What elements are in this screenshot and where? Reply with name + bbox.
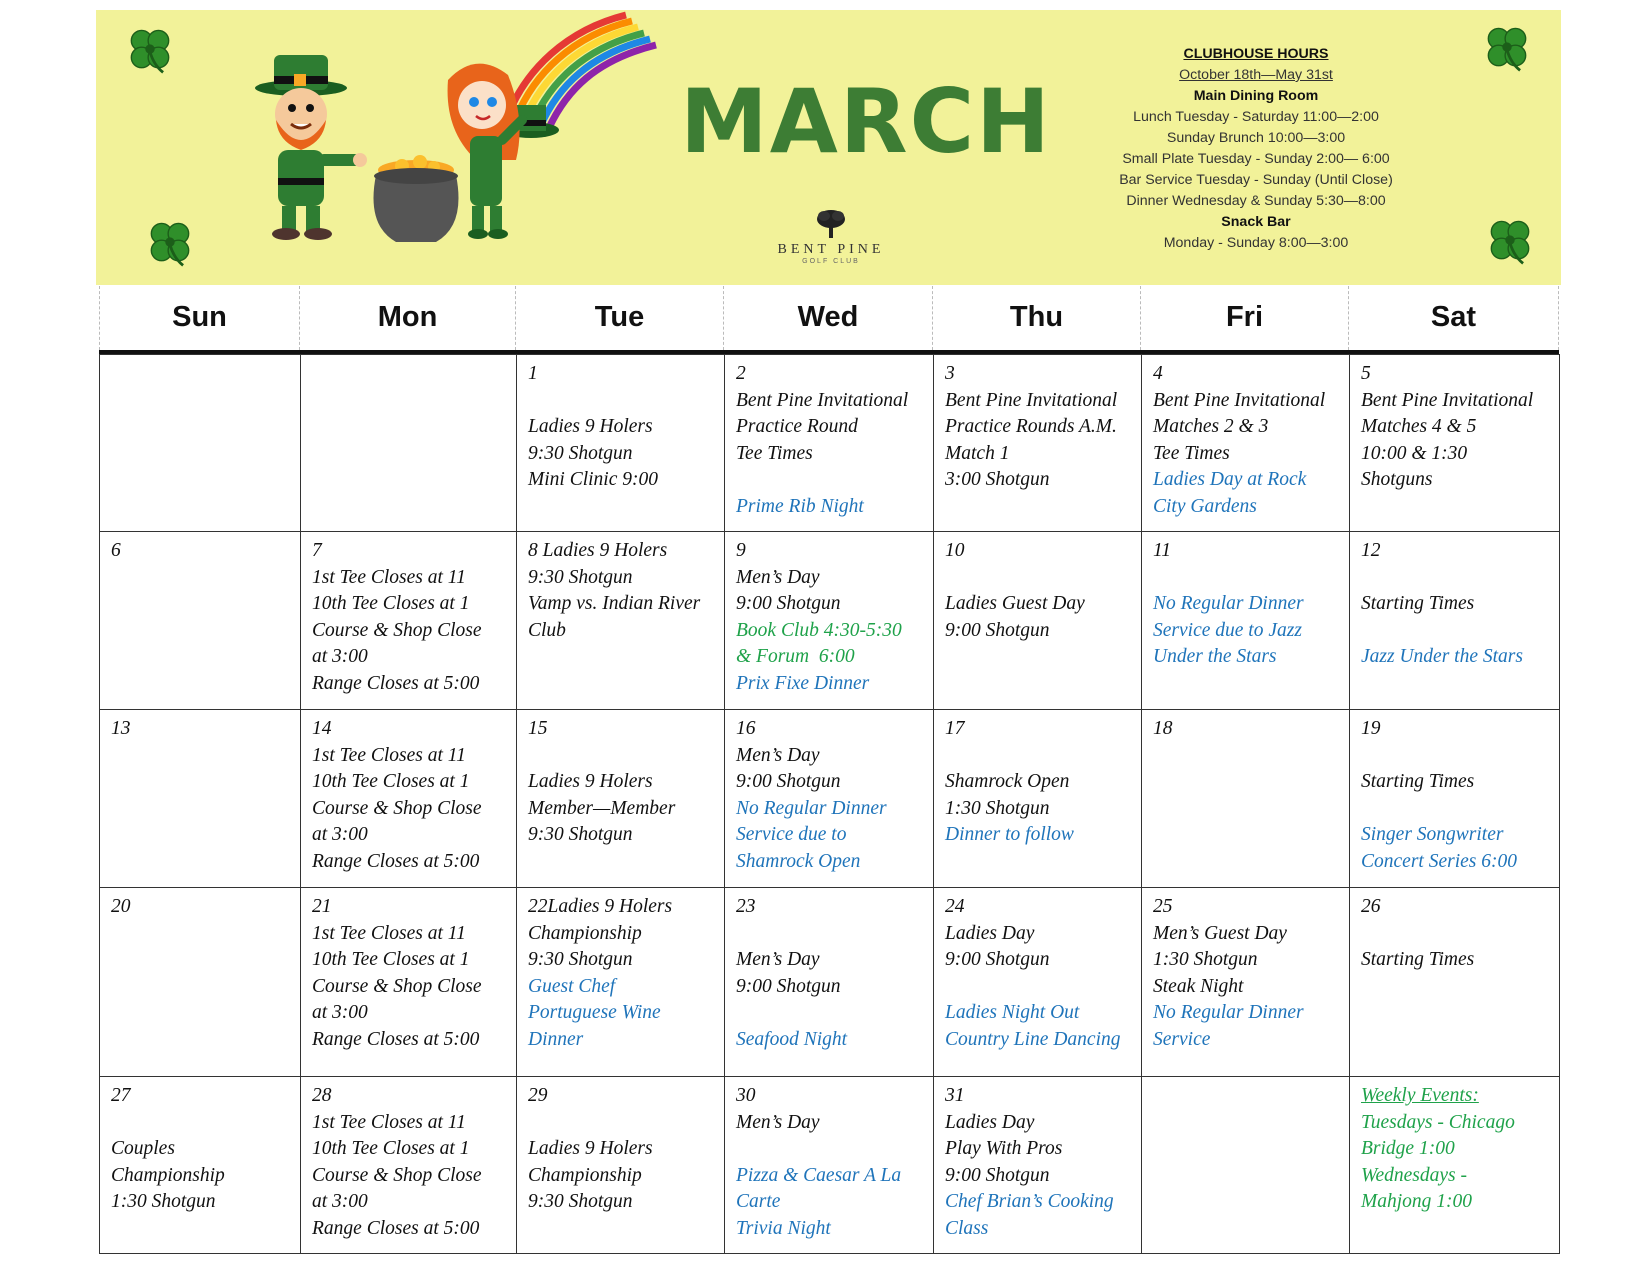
day-cell xyxy=(517,532,725,710)
day-cell xyxy=(725,710,934,888)
event-line xyxy=(945,743,1137,770)
month-title: MARCH xyxy=(680,70,1052,173)
day-cell xyxy=(934,1077,1142,1254)
event-line: Tuesdays - Chicago xyxy=(1361,1111,1515,1133)
event-line: Ladies 9 Holers xyxy=(528,1138,653,1160)
day-number: 7 xyxy=(312,540,322,561)
event-line: Singer Songwriter xyxy=(1361,824,1504,846)
event-line: Bent Pine Invitational xyxy=(945,389,1118,411)
day-number: 10 xyxy=(945,540,965,561)
event-line: 9:00 Shotgun xyxy=(945,619,1050,641)
event-line: Dinner to follow xyxy=(945,824,1074,846)
event-line xyxy=(736,921,929,948)
event-line: Bridge 1:00 xyxy=(1361,1138,1455,1160)
event-line xyxy=(945,974,1137,1001)
day-cell xyxy=(100,888,301,1077)
shamrock-icon xyxy=(122,22,178,78)
event-line: at 3:00 xyxy=(312,646,368,668)
event-line: Practice Rounds A.M. xyxy=(945,416,1117,438)
event-line: Club xyxy=(528,619,566,641)
event-line xyxy=(1361,796,1555,823)
event-line: Mini Clinic 9:00 xyxy=(528,469,658,491)
day-cell xyxy=(517,1077,725,1254)
weekday-mon: Mon xyxy=(300,286,516,350)
day-number: 14 xyxy=(312,718,332,739)
day-cell xyxy=(100,532,301,710)
event-line: Course & Shop Close xyxy=(312,1164,482,1186)
event-line: Concert Series 6:00 xyxy=(1361,850,1517,872)
event-line: 9:30 Shotgun xyxy=(528,442,633,464)
event-line: Range Closes at 5:00 xyxy=(312,1217,480,1239)
weekday-header xyxy=(99,286,1559,355)
event-line: Ladies Day xyxy=(945,1111,1035,1133)
bar-hours: Bar Service Tuesday - Sunday (Until Close) xyxy=(1119,172,1393,188)
event-line: Course & Shop Close xyxy=(312,975,482,997)
event-line: Mahjong 1:00 xyxy=(1361,1191,1473,1213)
event-line: Ladies Guest Day xyxy=(945,593,1085,615)
event-line: Course & Shop Close xyxy=(312,797,482,819)
event-line: Dinner xyxy=(528,1028,584,1050)
event-line: Jazz Under the Stars xyxy=(1361,646,1523,668)
event-line: at 3:00 xyxy=(312,1002,368,1024)
event-line: Chef Brian’s Cooking xyxy=(945,1191,1114,1213)
event-line: Ladies Night Out xyxy=(945,1002,1080,1024)
logo-subtitle: GOLF CLUB xyxy=(802,258,860,265)
day-cell xyxy=(934,532,1142,710)
event-line: Under the Stars xyxy=(1153,646,1277,668)
event-line: 9:00 Shotgun xyxy=(736,771,841,793)
event-line: 1:30 Shotgun xyxy=(1153,949,1258,971)
day-number: 24 xyxy=(945,896,965,917)
event-line xyxy=(528,1110,720,1137)
day-cell xyxy=(1142,710,1350,888)
event-line: Steak Night xyxy=(1153,975,1244,997)
event-line: 9:00 Shotgun xyxy=(736,593,841,615)
event-line: 10th Tee Closes at 1 xyxy=(312,593,470,615)
event-line: 9:00 Shotgun xyxy=(736,975,841,997)
main-dining-label: Main Dining Room xyxy=(1193,88,1319,104)
event-line: Ladies 9 Holers xyxy=(528,416,653,438)
event-line xyxy=(1361,618,1555,645)
event-line: Men’s Day xyxy=(736,949,820,971)
event-line: Ladies Day at Rock xyxy=(1153,469,1307,491)
event-line: No Regular Dinner xyxy=(736,797,887,819)
calendar-body xyxy=(100,355,1560,1254)
day-number: 20 xyxy=(111,896,131,917)
shamrock-icon xyxy=(1479,20,1535,76)
shamrock-icon xyxy=(1482,213,1538,269)
day-number: 25 xyxy=(1153,896,1173,917)
event-line: Matches 4 & 5 xyxy=(1361,416,1477,438)
event-line xyxy=(736,1000,929,1027)
event-line: 10th Tee Closes at 1 xyxy=(312,771,470,793)
event-line: Shotguns xyxy=(1361,469,1433,491)
day-number: 1 xyxy=(528,363,538,384)
day-cell xyxy=(725,888,934,1077)
event-line: No Regular Dinner xyxy=(1153,1002,1304,1024)
dinner-hours: Dinner Wednesday & Sunday 5:30—8:00 xyxy=(1126,193,1386,209)
day-number: 15 xyxy=(528,718,548,739)
event-line: Play With Pros xyxy=(945,1138,1063,1160)
event-line xyxy=(736,467,929,494)
event-line: Men’s Day xyxy=(736,1111,820,1133)
event-line: Vamp vs. Indian River xyxy=(528,593,701,615)
event-line: 3:00 Shotgun xyxy=(945,469,1050,491)
event-line: Championship xyxy=(111,1164,225,1186)
hours-title: CLUBHOUSE HOURS xyxy=(1183,46,1329,62)
event-line xyxy=(528,388,720,415)
day-cell xyxy=(1350,888,1560,1077)
weekday-sat: Sat xyxy=(1349,286,1559,350)
event-line: at 3:00 xyxy=(312,824,368,846)
day-number: 23 xyxy=(736,896,756,917)
event-line: Weekly Events: xyxy=(1361,1085,1479,1106)
event-line: & Forum 6:00 xyxy=(736,646,855,668)
event-line: Practice Round xyxy=(736,416,858,438)
event-line: 9:00 Shotgun xyxy=(945,1164,1050,1186)
day-cell xyxy=(1142,1077,1350,1254)
day-cell xyxy=(517,355,725,532)
event-line: Range Closes at 5:00 xyxy=(312,672,480,694)
event-line: Men’s Day xyxy=(736,566,820,588)
week-row xyxy=(100,1077,1560,1254)
event-line: 9:30 Shotgun xyxy=(528,566,633,588)
event-line: Starting Times xyxy=(1361,949,1475,971)
event-line: Range Closes at 5:00 xyxy=(312,850,480,872)
event-line xyxy=(528,743,720,770)
event-line: 1st Tee Closes at 11 xyxy=(312,566,466,588)
day-number: 26 xyxy=(1361,896,1381,917)
day-number: 18 xyxy=(1153,718,1173,739)
event-line: Couples xyxy=(111,1138,175,1160)
event-line: 1st Tee Closes at 11 xyxy=(312,1111,466,1133)
week-row xyxy=(100,888,1560,1077)
snack-bar-hours: Monday - Sunday 8:00—3:00 xyxy=(1163,235,1349,251)
day-cell xyxy=(1142,532,1350,710)
event-line: Match 1 xyxy=(945,442,1010,464)
day-cell xyxy=(301,888,517,1077)
day-cell xyxy=(301,532,517,710)
event-line xyxy=(1153,565,1345,592)
event-line: Tee Times xyxy=(1153,442,1230,464)
event-line: Starting Times xyxy=(1361,771,1475,793)
day-number: 6 xyxy=(111,540,121,561)
event-line: Prix Fixe Dinner xyxy=(736,672,870,694)
event-line: Class xyxy=(945,1217,989,1239)
event-line: 9:30 Shotgun xyxy=(528,949,633,971)
event-line: Service xyxy=(1153,1028,1211,1050)
event-line: Tee Times xyxy=(736,442,813,464)
day-number: 5 xyxy=(1361,363,1371,384)
event-line: City Gardens xyxy=(1153,495,1257,517)
day-number: 28 xyxy=(312,1085,332,1106)
leprechaun-icon xyxy=(448,64,522,239)
event-line: Guest Chef xyxy=(528,975,616,997)
week-row xyxy=(100,532,1560,710)
event-line: 1st Tee Closes at 11 xyxy=(312,744,466,766)
day-cell xyxy=(100,1077,301,1254)
day-cell xyxy=(934,710,1142,888)
weekday-thu: Thu xyxy=(933,286,1141,350)
event-line: 10th Tee Closes at 1 xyxy=(312,1138,470,1160)
day-number: 27 xyxy=(111,1085,131,1106)
hours-dates: October 18th—May 31st xyxy=(1179,67,1333,83)
day-cell xyxy=(100,710,301,888)
day-cell xyxy=(517,888,725,1077)
event-line: Service due to Jazz xyxy=(1153,619,1302,641)
event-line: Prime Rib Night xyxy=(736,495,864,517)
brunch-hours: Sunday Brunch 10:00—3:00 xyxy=(1166,130,1346,146)
header-banner xyxy=(96,10,1561,285)
day-cell xyxy=(725,355,934,532)
event-line: 10:00 & 1:30 xyxy=(1361,442,1468,464)
event-line: Portuguese Wine xyxy=(528,1002,661,1024)
pot-of-gold-icon xyxy=(374,155,459,242)
day-cell xyxy=(1142,888,1350,1077)
weekday-tue: Tue xyxy=(516,286,724,350)
small-plate-hours: Small Plate Tuesday - Sunday 2:00— 6:00 xyxy=(1122,151,1390,167)
day-cell xyxy=(100,355,301,532)
day-cell xyxy=(1142,355,1350,532)
week-row xyxy=(100,355,1560,532)
day-number: 9 xyxy=(736,540,746,561)
event-line: Member—Member xyxy=(528,797,676,819)
event-line: Ladies Day xyxy=(945,922,1035,944)
event-line: 1st Tee Closes at 11 xyxy=(312,922,466,944)
event-line: Men’s Guest Day xyxy=(1153,922,1287,944)
day-cell xyxy=(1350,1077,1560,1254)
day-cell xyxy=(1350,710,1560,888)
day-cell xyxy=(725,1077,934,1254)
event-line: Shamrock Open xyxy=(945,771,1070,793)
calendar-grid xyxy=(99,354,1560,1254)
day-number: 17 xyxy=(945,718,965,739)
event-line: Men’s Day xyxy=(736,744,820,766)
clubhouse-hours xyxy=(1096,44,1416,254)
event-line: 9:00 Shotgun xyxy=(945,949,1050,971)
day-number: 2 xyxy=(736,363,746,384)
day-number: 16 xyxy=(736,718,756,739)
logo-name: BENT PINE xyxy=(777,242,885,257)
event-line xyxy=(111,1110,296,1137)
event-line: Starting Times xyxy=(1361,593,1475,615)
event-line: Ladies 9 Holers xyxy=(528,771,653,793)
day-cell xyxy=(1350,355,1560,532)
day-number: 13 xyxy=(111,718,131,739)
event-line: Trivia Night xyxy=(736,1217,831,1239)
event-line: 1:30 Shotgun xyxy=(945,797,1050,819)
event-line: Range Closes at 5:00 xyxy=(312,1028,480,1050)
event-line: Course & Shop Close xyxy=(312,619,482,641)
day-number: 31 xyxy=(945,1085,965,1106)
event-line: Bent Pine Invitational xyxy=(1153,389,1326,411)
day-number: 30 xyxy=(736,1085,756,1106)
event-line xyxy=(945,565,1137,592)
day-number: 4 xyxy=(1153,363,1163,384)
event-line: Pizza & Caesar A La xyxy=(736,1164,902,1186)
day-number: 22Ladies 9 Holers xyxy=(528,896,673,917)
event-line: Bent Pine Invitational xyxy=(736,389,909,411)
event-line: 9:30 Shotgun xyxy=(528,824,633,846)
day-cell xyxy=(301,710,517,888)
day-number: 29 xyxy=(528,1085,548,1106)
event-line: Shamrock Open xyxy=(736,850,861,872)
event-line: 1:30 Shotgun xyxy=(111,1191,216,1213)
snack-bar-label: Snack Bar xyxy=(1221,214,1291,230)
event-line: Championship xyxy=(528,922,642,944)
day-number: 21 xyxy=(312,896,332,917)
week-row xyxy=(100,710,1560,888)
event-line: Seafood Night xyxy=(736,1028,848,1050)
event-line: Matches 2 & 3 xyxy=(1153,416,1269,438)
shamrock-icon xyxy=(142,215,198,271)
day-cell xyxy=(301,355,517,532)
leprechaun-icon xyxy=(255,55,367,240)
event-line: 9:30 Shotgun xyxy=(528,1191,633,1213)
event-line xyxy=(1361,565,1555,592)
club-logo xyxy=(746,208,916,265)
weekday-sun: Sun xyxy=(99,286,300,350)
day-cell xyxy=(934,355,1142,532)
day-cell xyxy=(1350,532,1560,710)
event-line: Country Line Dancing xyxy=(945,1028,1121,1050)
event-line xyxy=(1361,743,1555,770)
event-line: Book Club 4:30-5:30 xyxy=(736,619,902,641)
day-number: 8 Ladies 9 Holers xyxy=(528,540,668,561)
event-line: Championship xyxy=(528,1164,642,1186)
event-line: Bent Pine Invitational xyxy=(1361,389,1534,411)
weekday-wed: Wed xyxy=(724,286,933,350)
event-line xyxy=(1361,921,1555,948)
day-number: 19 xyxy=(1361,718,1381,739)
day-cell xyxy=(301,1077,517,1254)
event-line: Service due to xyxy=(736,824,847,846)
lunch-hours: Lunch Tuesday - Saturday 11:00—2:00 xyxy=(1133,109,1379,125)
event-line: 10th Tee Closes at 1 xyxy=(312,949,470,971)
weekday-fri: Fri xyxy=(1141,286,1349,350)
event-line: No Regular Dinner xyxy=(1153,593,1304,615)
day-number: 3 xyxy=(945,363,955,384)
day-cell xyxy=(725,532,934,710)
event-line xyxy=(736,1136,929,1163)
day-cell xyxy=(517,710,725,888)
event-line: Carte xyxy=(736,1191,781,1213)
day-number: 12 xyxy=(1361,540,1381,561)
pine-tree-icon xyxy=(814,208,848,240)
event-line: Wednesdays - xyxy=(1361,1164,1467,1186)
day-cell xyxy=(934,888,1142,1077)
event-line: at 3:00 xyxy=(312,1191,368,1213)
day-number: 11 xyxy=(1153,540,1172,561)
